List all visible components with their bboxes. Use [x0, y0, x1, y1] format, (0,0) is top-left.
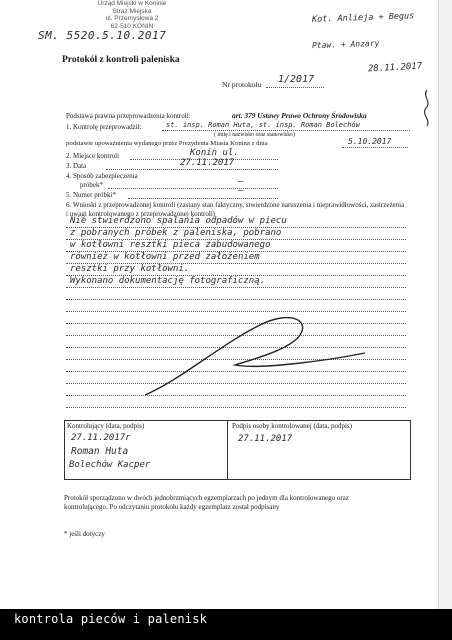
inspection-place-label: 2. Miejsce kontroli: [66, 152, 120, 160]
handwritten-date: 28.11.2017: [367, 61, 423, 75]
sample-number-label: 5. Numer próbki*: [66, 191, 116, 199]
inspector-signature-2: Bolechów Kacper: [69, 460, 151, 470]
finding-line: w kotłowni resztki pieca zabudowanego: [70, 240, 271, 250]
finding-line: resztki przy kotłowni.: [70, 264, 190, 274]
authorization-date: 5.10.2017: [348, 137, 392, 146]
ruled-line: [66, 407, 406, 408]
securing-method-sub: próbek*: [80, 181, 103, 189]
caption-text: kontrola pieców i palenisk: [14, 612, 208, 626]
handwritten-note: Ptaw. + Anzary: [311, 38, 380, 51]
inspection-date-line: [106, 169, 278, 170]
inspected-signature-box: [227, 420, 411, 480]
inspected-signature-date: 27.11.2017: [238, 434, 293, 444]
page-title: Protokół z kontroli paleniska: [62, 55, 180, 65]
inspector-signature-1: Roman Huta: [71, 446, 129, 457]
closing-paragraph: Protokół sporządzono w dwóch jednobrzmiących egzemplarzach po jednym dla kontrolowanego oraz kontrolującego. Po odczytaniu protokołu każdy egzemplarz został podpisany: [64, 494, 349, 511]
securing-method-line: [108, 188, 278, 189]
sample-number-value: —: [238, 186, 244, 196]
inspector-signature-box: [64, 420, 228, 480]
finding-line: Nie stwierdzono spalania odpadów w piecu: [70, 216, 287, 226]
finding-line: Wykonano dokumentację fotograficzną.: [70, 276, 266, 286]
inspected-signature-label: Podpis osoby kontrolowanej (data, podpis): [232, 422, 352, 430]
cross-out-scribble: [140, 285, 370, 405]
stamp-line: ul. Przemysłowa 2: [105, 15, 159, 22]
inspection-date-label: 3. Data: [66, 162, 87, 170]
finding-line: również w kotłowni przed założeniem: [70, 252, 260, 262]
securing-method-label: 4. Sposób zabezpieczenia: [66, 172, 138, 180]
stamp-line: Straż Miejska: [112, 7, 152, 15]
inspector-signature-label: Kontrolujący (data, podpis): [67, 422, 145, 430]
office-stamp: [92, 0, 172, 30]
sample-number-line: [128, 198, 278, 199]
legal-basis-label: Podstawa prawna przeprowadzenia kontroli:: [66, 112, 191, 120]
inspector-hint: ( imię i nazwisko oraz stanowisko): [214, 132, 295, 138]
inspection-place-value: Konin ul.: [190, 148, 239, 158]
legal-basis-value: art. 379 Ustawy Prawo Ochrony Środowiska: [232, 111, 367, 120]
authorization-line: [342, 147, 408, 148]
case-number: SM. 5520.5.10.2017: [38, 29, 167, 42]
handwritten-note: Kot. Anlieja + Begus: [311, 11, 415, 25]
margin-squiggle: [420, 88, 434, 128]
authorization-label: podstawie upoważnienia wydanego przez Prezydenta Miasta Konina z dnia: [66, 140, 268, 147]
securing-method-value: —: [238, 177, 244, 187]
inspection-date-value: 27.11.2017: [180, 158, 235, 168]
protocol-number-line: [266, 87, 324, 88]
conclusions-label: 6. Wnioski z przeprowadzonej kontroli (zastany stan faktyczny, stwierdzone naruszenia i nieprawidłowości, zastrzeżenia i uwagi kontrolowanego z przeprowadzonej kontroli): [66, 201, 405, 218]
inspector-value: st. insp. Roman Huta, st. insp. Roman Bolechów: [166, 121, 360, 129]
scan-edge: [438, 0, 452, 609]
footnote: * jeśli dotyczy: [64, 530, 105, 538]
stamp-line: Urząd Miejski w Koninie: [97, 0, 167, 7]
inspector-line: [162, 130, 410, 131]
protocol-number-value: 1/2017: [278, 74, 315, 85]
finding-line: z pobranych próbek z paleniska, pobrano: [70, 228, 282, 238]
inspector-label: 1. Kontrolę przeprowadził:: [66, 123, 142, 131]
inspector-signature-date: 27.11.2017r: [71, 433, 131, 443]
stamp-line: 62-510 KONIN: [110, 22, 154, 30]
protocol-number-label: Nr protokołu: [222, 80, 262, 89]
